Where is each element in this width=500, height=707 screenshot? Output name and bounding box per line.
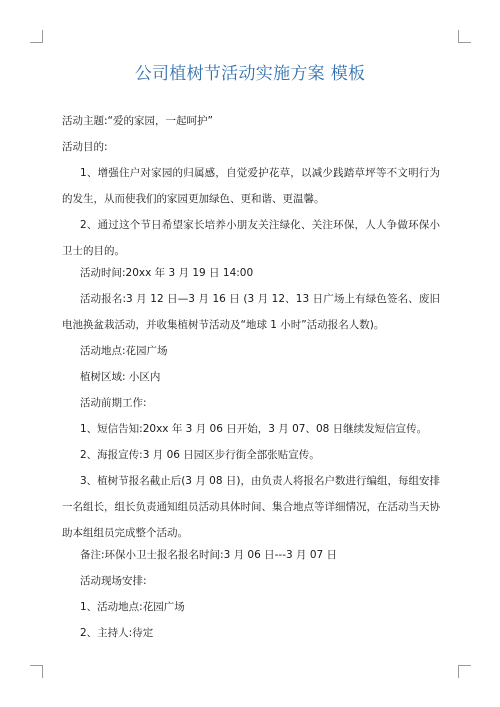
paragraph-note: 备注:环保小卫士报名报名时间:3 月 06 日---3 月 07 日 (80, 549, 338, 561)
paragraph-theme: 活动主题:“爱的家园，一起呵护” (62, 115, 213, 127)
paragraph-location: 活动地点:花园广场 (80, 345, 168, 357)
paragraph-prep-heading: 活动前期工作: (80, 397, 147, 409)
paragraph-purpose-1: 1、增强住户对家园的归属感，自觉爱护花草，以减少践踏草坪等不文明行为的发生，从而使我们的家园更加绿色、更和谐、更温馨。 (62, 167, 440, 205)
paragraph-registration: 活动报名:3 月 12 日—3 月 16 日 (3 月 12、13 日广场上有绿色签名、废旧电池换盆栽活动，并收集植树节活动及“地球 1 小时”活动报名人数)。 (62, 293, 440, 331)
crop-mark-top-right (458, 30, 471, 43)
paragraph-time: 活动时间:20xx 年 3 月 19 日 14:00 (80, 267, 254, 279)
paragraph-prep-grouping: 3、植树节报名截止后(3 月 08 日)，由负责人将报名户数进行编组，每组安排一名组长，组长负责通知组员活动具体时间、集合地点等详细情况，在活动当天协助本组组员完成整个活动。 (62, 475, 440, 539)
paragraph-purpose-2: 2、通过这个节日希望家长培养小朋友关注绿化、关注环保，人人争做环保小卫士的目的。 (62, 219, 440, 257)
paragraph-onsite-host: 2、主持人:待定 (80, 627, 154, 639)
paragraph-onsite-location: 1、活动地点:花园广场 (80, 601, 185, 613)
crop-mark-top-left (30, 30, 43, 43)
paragraph-prep-poster: 2、海报宣传:3 月 06 日园区步行街全部张贴宣传。 (80, 449, 320, 461)
crop-mark-bottom-left (30, 665, 43, 678)
crop-mark-bottom-right (458, 665, 471, 678)
paragraph-purpose-heading: 活动目的: (62, 141, 108, 153)
paragraph-onsite-heading: 活动现场安排: (80, 575, 147, 587)
paragraph-prep-sms: 1、短信告知:20xx 年 3 月 06 日开始，3 月 07、08 日继续发短信宣传。 (80, 423, 428, 435)
paragraph-planting-area: 植树区域: 小区内 (80, 371, 161, 383)
document-title: 公司植树节活动实施方案 模板 (134, 64, 366, 84)
